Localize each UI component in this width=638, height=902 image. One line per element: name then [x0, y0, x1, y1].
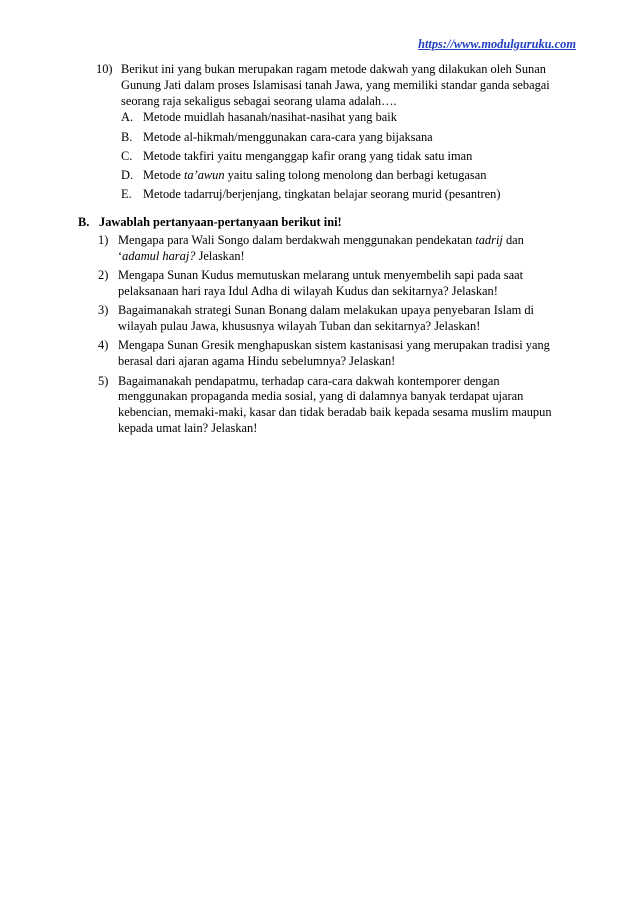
- option-letter: D.: [121, 167, 134, 182]
- option-d: [121, 168, 566, 184]
- section-b: [78, 215, 568, 440]
- section-letter: B.: [78, 215, 90, 229]
- option-b: [121, 130, 566, 146]
- essay-question-2: [98, 268, 568, 300]
- answer-options: [121, 110, 566, 203]
- essay-question-list: [98, 233, 568, 437]
- question-text-mid: dan ‘: [118, 232, 524, 263]
- option-text-before: Metode: [143, 167, 184, 182]
- option-text: Metode tadarruj/berjenjang, tingkatan belajar seorang murid (pesantren): [143, 187, 501, 202]
- question-text-before: Mengapa para Wali Songo dalam berdakwah menggunakan pendekatan: [118, 232, 476, 247]
- option-text-italic: ta’awun: [183, 167, 225, 182]
- header-url-link[interactable]: https://www.modulguruku.com: [418, 37, 576, 51]
- question-number: 10): [96, 62, 113, 76]
- option-e: [121, 187, 566, 203]
- option-letter: C.: [121, 148, 133, 163]
- question-text: Berikut ini yang bukan merupakan ragam metode dakwah yang dilakukan oleh Sunan Gunung Jati dalam proses Islamisasi tanah Jawa, yang memiliki standar ganda sebagai seorang raja sekaligus sebagai seorang ulama adalah….: [121, 62, 550, 108]
- question-italic-term-1: tadrij: [475, 232, 503, 247]
- question-number: 3): [98, 303, 109, 318]
- essay-question-4: [98, 338, 568, 370]
- question-number: 1): [98, 232, 109, 247]
- option-letter: B.: [121, 129, 133, 144]
- option-letter: A.: [121, 110, 134, 125]
- option-text: Metode al-hikmah/menggunakan cara-cara yang bijaksana: [143, 129, 433, 144]
- question-number: 4): [98, 338, 109, 353]
- question-text: Bagaimanakah pendapatmu, terhadap cara-cara dakwah kontemporer dengan menggunakan propaganda media sosial, yang di dalamnya banyak terdapat ujaran kebencian, memaki-maki, kasar dan tidak beradab baik kepada sesama muslim maupun kepada umat lain? Jelaskan!: [118, 373, 552, 435]
- option-text-after: yaitu saling tolong menolong dan berbagi ketugasan: [224, 167, 487, 182]
- essay-question-1: [98, 233, 568, 265]
- question-text: Bagaimanakah strategi Sunan Bonang dalam melakukan upaya penyebaran Islam di wilayah pulau Jawa, khususnya wilayah Tuban dan sekitarnya? Jelaskan!: [118, 303, 534, 333]
- section-heading: [78, 215, 568, 231]
- section-title: Jawablah pertanyaan-pertanyaan berikut ini!: [99, 215, 342, 229]
- question-number: 2): [98, 267, 109, 282]
- question-10: [96, 62, 566, 206]
- option-text: Metode muidlah hasanah/nasihat-nasihat yang baik: [143, 110, 397, 125]
- option-letter: E.: [121, 187, 132, 202]
- question-text: Mengapa Sunan Kudus memutuskan melarang untuk menyembelih sapi pada saat pelaksanaan hari raya Idul Adha di wilayah Kudus dan sekitarnya? Jelaskan!: [118, 267, 524, 298]
- question-text-after: Jelaskan!: [195, 248, 245, 263]
- option-c: [121, 149, 566, 165]
- question-text: Mengapa Sunan Gresik menghapuskan sistem kastanisasi yang merupakan tradisi yang berasal dari ajaran agama Hindu sebelumnya? Jelaskan!: [118, 338, 550, 369]
- question-number: 5): [98, 373, 109, 388]
- option-a: [121, 110, 566, 126]
- question-italic-term-2: adamul haraj?: [122, 248, 196, 263]
- essay-question-3: [98, 303, 568, 335]
- option-text: Metode takfiri yaitu menganggap kafir orang yang tidak satu iman: [143, 148, 473, 163]
- essay-question-5: [98, 374, 568, 437]
